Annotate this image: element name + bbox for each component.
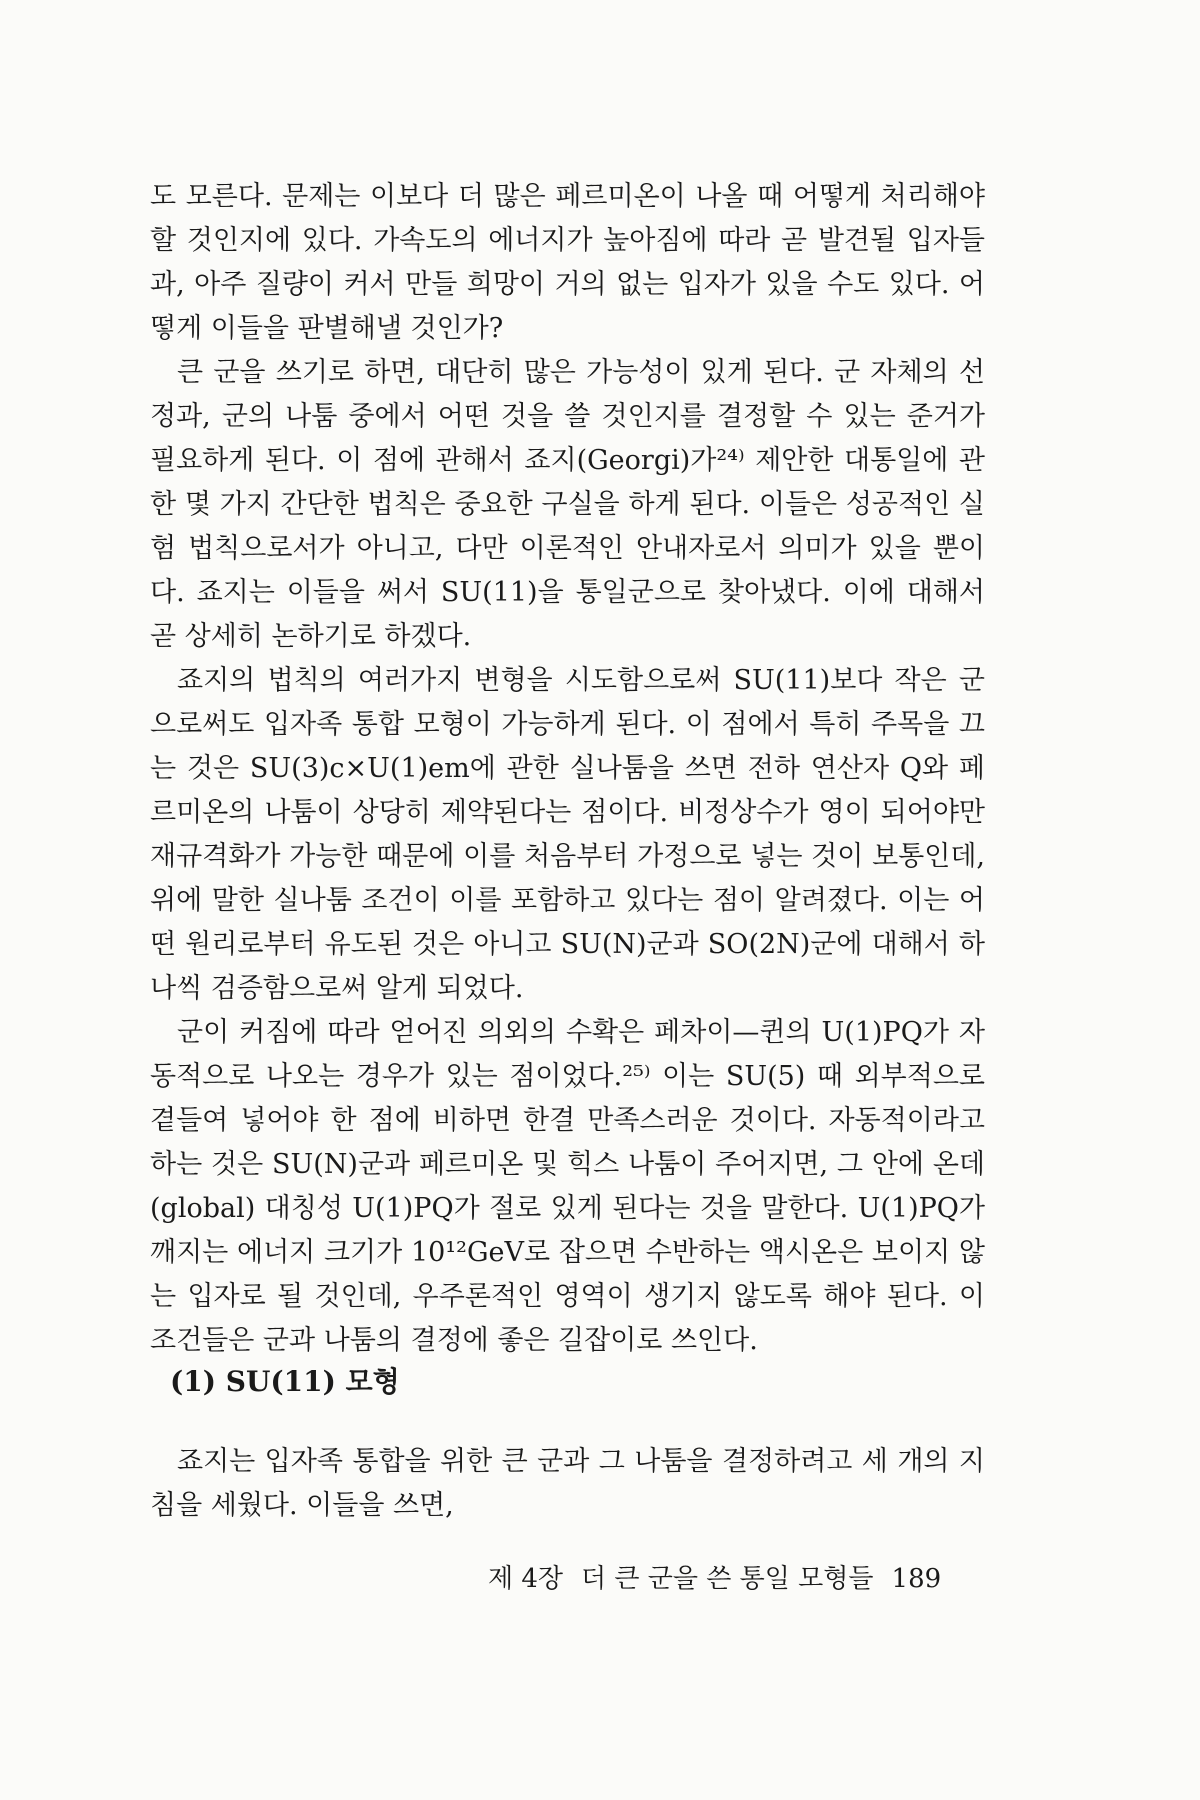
chapter-label: 제 4장 [488,1564,564,1594]
paragraph: 도 모른다. 문제는 이보다 더 많은 페르미온이 나올 때 어떻게 처리해야 할 것인지에 있다. 가속도의 에너지가 높아짐에 따라 곧 발견될 입자들과, 아주 질량이 커서 만들 희망이 거의 없는 입자가 있을 수도 있다. 어떻게 이들을 판별해낼 것인가? [150,181,985,344]
section-body [150,1440,985,1528]
section-heading: (1) SU(11) 모형 [170,1365,400,1398]
body-text [150,175,985,1363]
page-number: 189 [891,1564,942,1594]
running-footer [488,1558,988,1595]
paragraph: 군이 커짐에 따라 얻어진 의외의 수확은 페차이—퀸의 U(1)PQ가 자동적으로 나오는 경우가 있는 점이었다.²⁵⁾ 이는 SU(5) 때 외부적으로 곁들여 넣어야 한 점에 비하면 한결 만족스러운 것이다. 자동적이라고 하는 것은 SU(N)군과 페르미온 및 힉스 나툼이 주어지면, 그 안에 온데(global) 대칭성 U(1)PQ가 절로 있게 된다는 것을 말한다. U(1)PQ가 깨지는 에너지 크기가 10¹²GeV로 잡으면 수반하는 액시온은 보이지 않는 입자로 될 것인데, 우주론적인 영역이 생기지 않도록 해야 된다. 이 조건들은 군과 나툼의 결정에 좋은 길잡이로 쓰인다. [150,1017,985,1356]
paragraph: 죠지는 입자족 통합을 위한 큰 군과 그 나툼을 결정하려고 세 개의 지침을 세웠다. 이들을 쓰면, [150,1446,985,1521]
paragraph: 죠지의 법칙의 여러가지 변형을 시도함으로써 SU(11)보다 작은 군으로써도 입자족 통합 모형이 가능하게 된다. 이 점에서 특히 주목을 끄는 것은 SU(3)c×U(1)em에 관한 실나툼을 쓰면 전하 연산자 Q와 페르미온의 나툼이 상당히 제약된다는 점이다. 비정상수가 영이 되어야만 재규격화가 가능한 때문에 이를 처음부터 가정으로 넣는 것이 보통인데, 위에 말한 실나툼 조건이 이를 포함하고 있다는 점이 알려졌다. 이는 어떤 원리로부터 유도된 것은 아니고 SU(N)군과 SO(2N)군에 대해서 하나씩 검증함으로써 알게 되었다. [150,665,985,1004]
chapter-title: 더 큰 군을 쓴 통일 모형들 [581,1564,874,1594]
paragraph: 큰 군을 쓰기로 하면, 대단히 많은 가능성이 있게 된다. 군 자체의 선정과, 군의 나툼 중에서 어떤 것을 쓸 것인지를 결정할 수 있는 준거가 필요하게 된다. 이 점에 관해서 죠지(Georgi)가²⁴⁾ 제안한 대통일에 관한 몇 가지 간단한 법칙은 중요한 구실을 하게 된다. 이들은 성공적인 실험 법칙으로서가 아니고, 다만 이론적인 안내자로서 의미가 있을 뿐이다. 죠지는 이들을 써서 SU(11)을 통일군으로 찾아냈다. 이에 대해서 곧 상세히 논하기로 하겠다. [150,357,985,652]
